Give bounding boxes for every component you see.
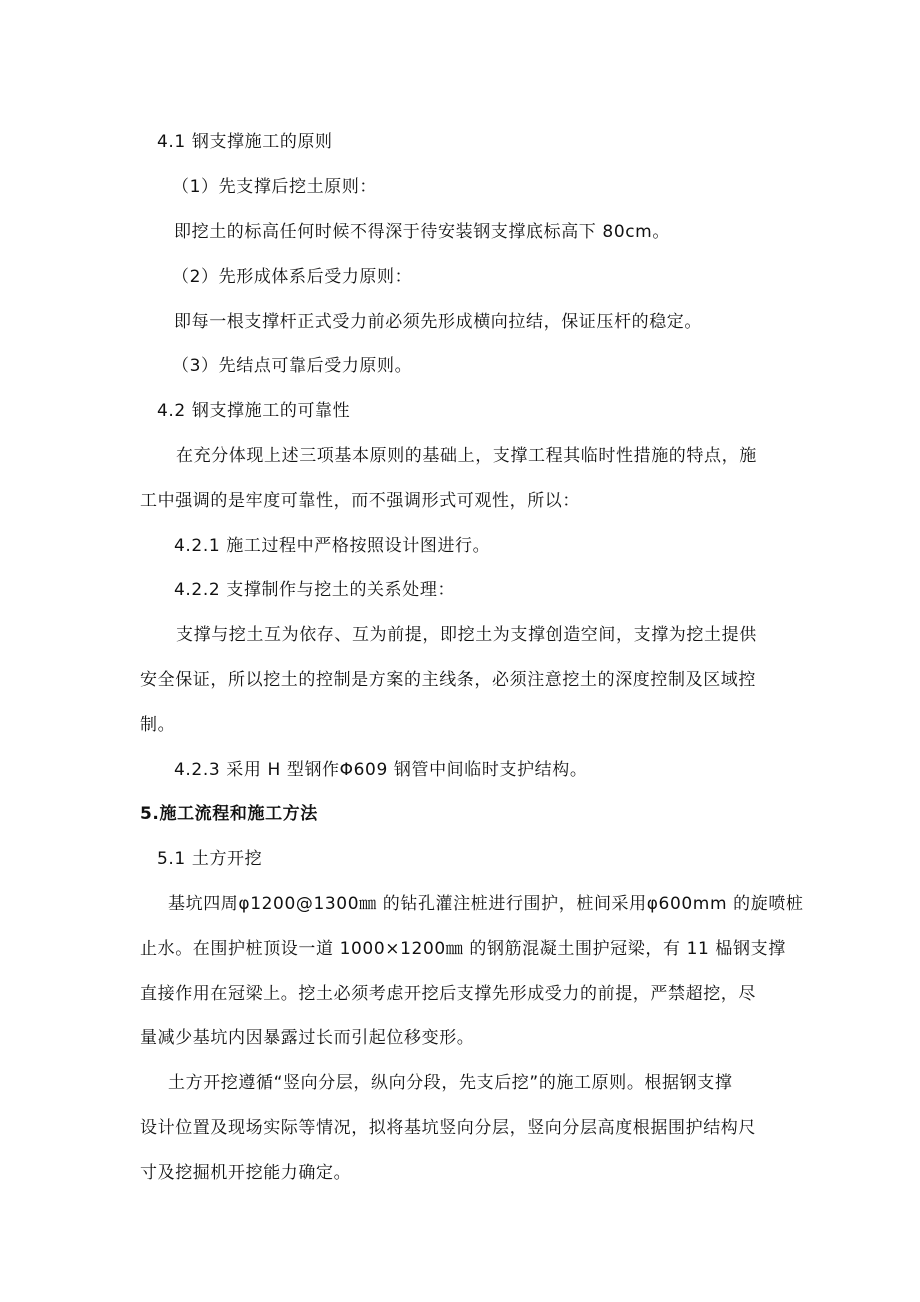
item-4-2-2-title: 4.2.2 支撑制作与挖土的关系处理：	[174, 580, 456, 600]
item-4-2-2-line-2: 安全保证，所以挖土的控制是方案的主线条，必须注意挖土的深度控制及区域控	[140, 670, 756, 690]
item-4-2-2-line-1: 支撑与挖土互为依存、互为前提，即挖土为支撑创造空间，支撑为挖土提供	[176, 625, 757, 645]
section-5-1-para-1-line-4: 量减少基坑内因暴露过长而引起位移变形。	[140, 1028, 475, 1048]
item-4-2-2-line-3: 制。	[140, 715, 176, 735]
principle-1-title: （1）先支撑后挖土原则：	[172, 177, 378, 197]
section-5-1-heading: 5.1 土方开挖	[157, 849, 263, 869]
item-4-2-1: 4.2.1 施工过程中严格按照设计图进行。	[174, 536, 491, 556]
section-4-2-paragraph-line-1: 在充分体现上述三项基本原则的基础上，支撑工程其临时性措施的特点，施	[176, 446, 757, 466]
section-5-1-para-2-line-1: 土方开挖遵循“竖向分层，纵向分段，先支后挖”的施工原则。根据钢支撑	[168, 1073, 733, 1093]
section-5-1-para-2-line-2: 设计位置及现场实际等情况，拟将基坑竖向分层，竖向分层高度根据围护结构尺	[140, 1118, 756, 1138]
section-5-1-para-1-line-1: 基坑四周φ1200@1300㎜ 的钻孔灌注桩进行围护，桩间采用φ600mm 的旋喷桩	[168, 894, 804, 914]
principle-1-body: 即挖土的标高任何时候不得深于待安装钢支撑底标高下 80cm。	[174, 222, 670, 242]
principle-2-body: 即每一根支撑杆正式受力前必须先形成横向拉结，保证压杆的稳定。	[174, 312, 702, 332]
section-5-1-para-2-line-3: 寸及挖掘机开挖能力确定。	[140, 1163, 352, 1183]
item-4-2-3: 4.2.3 采用 H 型钢作Φ609 钢管中间临时支护结构。	[174, 760, 588, 780]
section-5-1-para-1-line-3: 直接作用在冠梁上。挖土必须考虑开挖后支撑先形成受力的前提，严禁超挖，尽	[140, 984, 756, 1004]
section-5-1-para-1-line-2: 止水。在围护桩顶设一道 1000×1200㎜ 的钢筋混凝土围护冠梁，有 11 榀钢支撑	[140, 939, 786, 959]
section-4-2-paragraph-line-2: 工中强调的是牢度可靠性，而不强调形式可观性，所以：	[140, 491, 580, 511]
section-4-1-heading: 4.1 钢支撑施工的原则	[157, 132, 333, 152]
principle-2-title: （2）先形成体系后受力原则：	[172, 267, 413, 287]
section-4-2-heading: 4.2 钢支撑施工的可靠性	[157, 401, 351, 421]
section-5-heading: 5.施工流程和施工方法	[140, 804, 318, 824]
principle-3-title: （3）先结点可靠后受力原则。	[172, 356, 413, 376]
